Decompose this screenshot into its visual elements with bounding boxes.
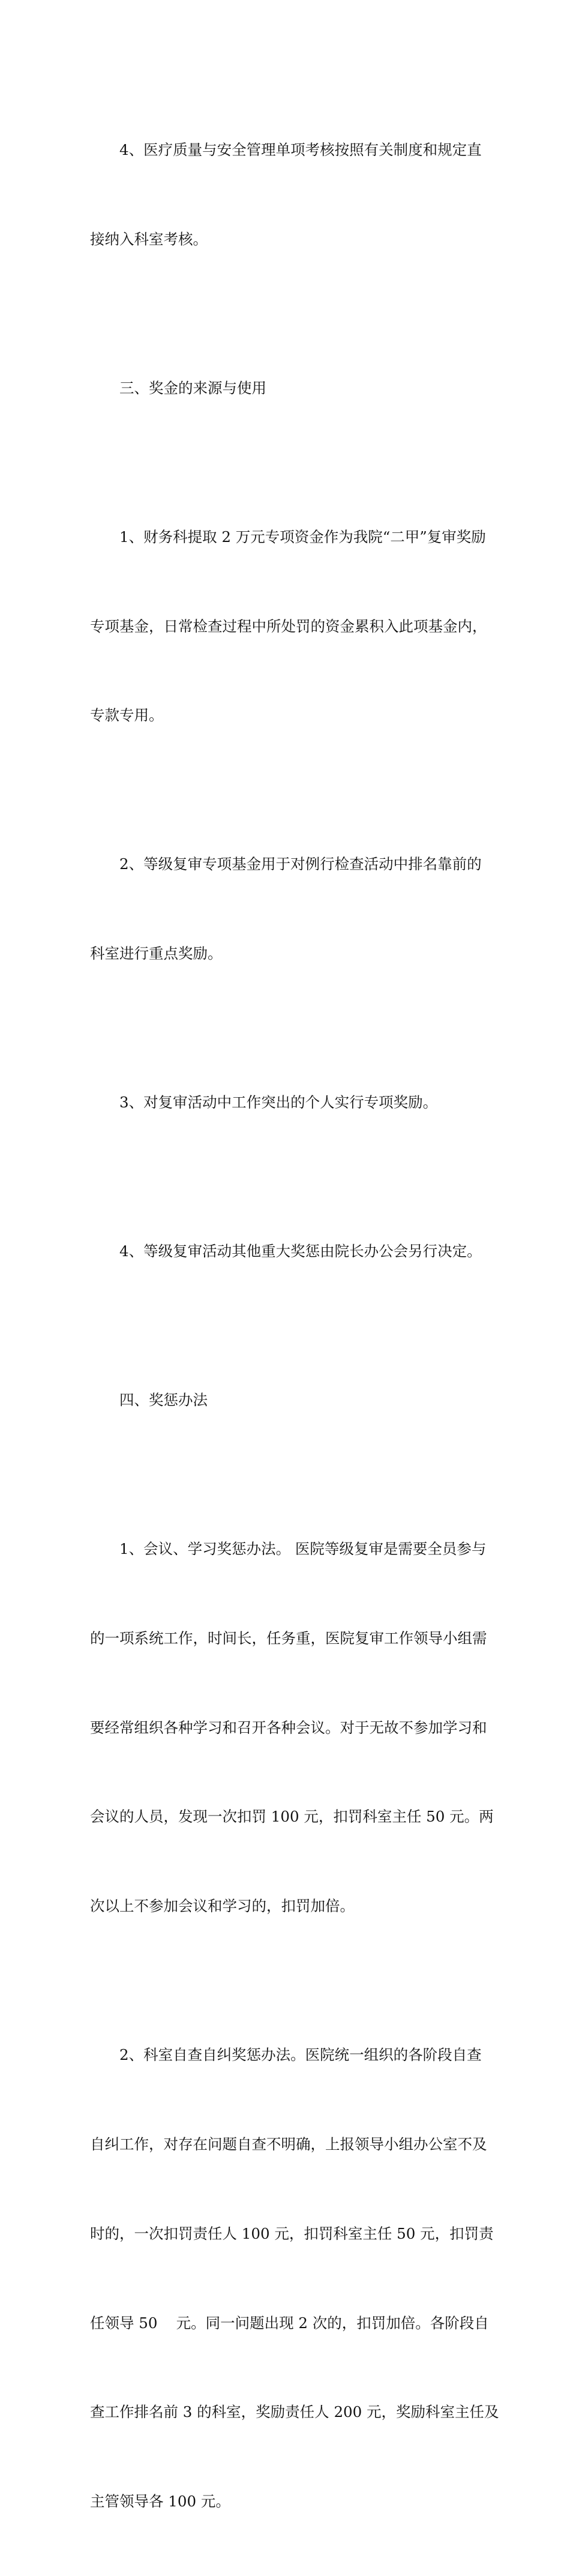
text-line: 会议的人员，发现一次扣罚 100 元，扣罚科室主任 50 元。两: [90, 1808, 494, 1826]
text-line: 任领导 50 元。同一问题出现 2 次的，扣罚加倍。各阶段自: [90, 2314, 489, 2332]
text-line: 接纳入科室考核。: [90, 230, 208, 248]
section-heading: 四、奖惩办法: [119, 1391, 208, 1409]
paragraph-2-self-inspection: [90, 1981, 499, 2576]
section-heading-reward-penalty: [90, 1326, 480, 1475]
paragraph-4-other-decisions: [90, 1177, 480, 1326]
text-line: 专款专用。: [90, 706, 164, 724]
text-line: 要经常组织各种学习和召开各种会议。对于无故不参加学习和: [90, 1718, 487, 1736]
paragraph-3-individual-reward: [90, 1028, 480, 1177]
text-line: 1、会议、学习奖惩办法。 医院等级复审是需要全员参与: [119, 1540, 487, 1558]
text-line: 2、科室自查自纠奖惩办法。医院统一组织的各阶段自查: [119, 2046, 482, 2064]
paragraph-4-quality-safety: [90, 76, 480, 314]
text-line: 主管领导各 100 元。: [90, 2493, 230, 2511]
text-line: 4、等级复审活动其他重大奖惩由院长办公会另行决定。: [119, 1242, 482, 1260]
text-line: 的一项系统工作，时间长，任务重，医院复审工作领导小组需: [90, 1629, 487, 1647]
section-heading: 三、奖金的来源与使用: [119, 379, 266, 397]
paragraph-1-finance-fund: [90, 463, 487, 790]
text-line: 专项基金，日常检查过程中所处罚的资金累积入此项基金内，: [90, 617, 487, 635]
text-line: 4、医疗质量与安全管理单项考核按照有关制度和规定直: [119, 141, 482, 159]
paragraph-1-meeting-study: [90, 1475, 494, 1981]
text-line: 次以上不参加会议和学习的，扣罚加倍。: [90, 1897, 355, 1915]
document-body: [90, 76, 499, 2576]
section-heading-bonus-source: [90, 314, 480, 463]
text-line: 查工作排名前 3 的科室，奖励责任人 200 元，奖励科室主任及: [90, 2403, 499, 2421]
paragraph-2-special-fund: [90, 790, 480, 1028]
text-line: 时的，一次扣罚责任人 100 元，扣罚科室主任 50 元，扣罚责: [90, 2224, 494, 2242]
text-line: 3、对复审活动中工作突出的个人实行专项奖励。: [119, 1094, 438, 1112]
text-line: 2、等级复审专项基金用于对例行检查活动中排名靠前的: [119, 855, 482, 873]
text-line: 科室进行重点奖励。: [90, 945, 223, 963]
text-line: 1、财务科提取 2 万元专项资金作为我院“二甲”复审奖励: [119, 528, 486, 546]
text-line: 自纠工作，对存在问题自查不明确，上报领导小组办公室不及: [90, 2135, 487, 2153]
